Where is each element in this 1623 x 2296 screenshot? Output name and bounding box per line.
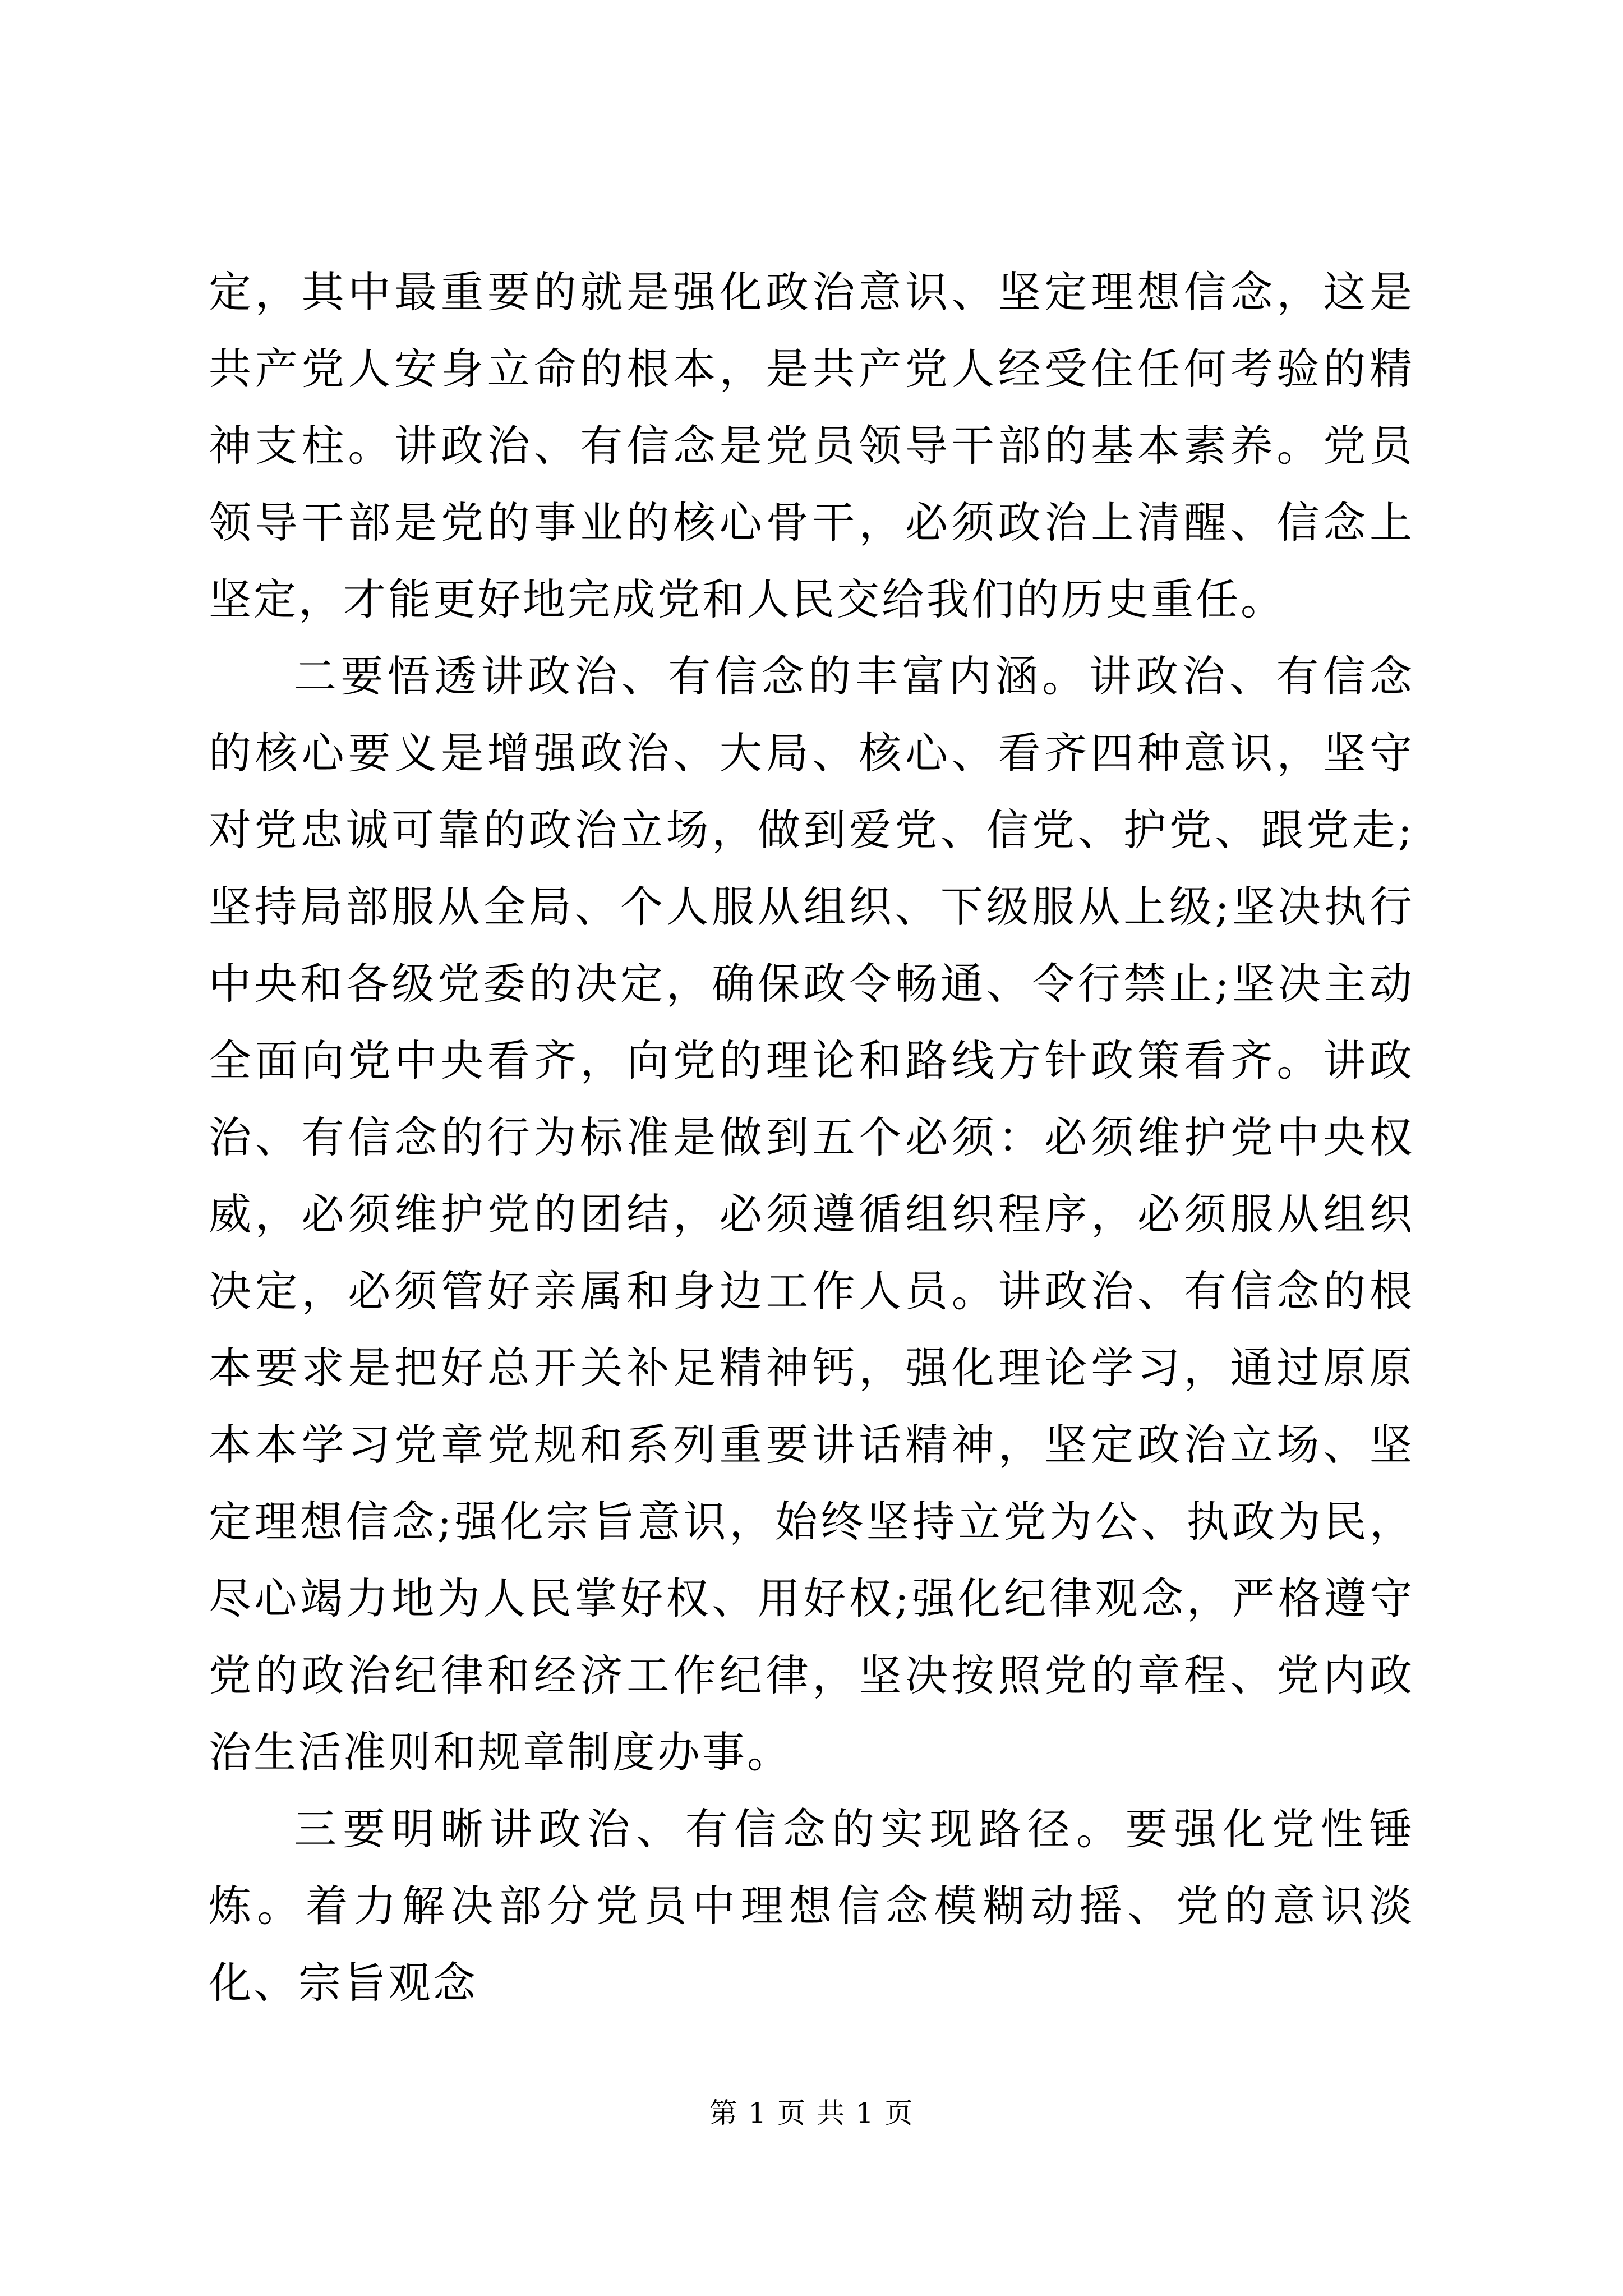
page-footer: 第 1 页 共 1 页 <box>709 2097 914 2129</box>
paragraph-1: 定，其中最重要的就是强化政治意识、坚定理想信念，这是共产党人安身立命的根本，是共产党人经受住任何考验的精神支柱。讲政治、有信念是党员领导干部的基本素养。党员领导干部是党的事业的核心骨干，必须政治上清醒、信念上坚定，才能更好地完成党和人民交给我们的历史重任。 <box>209 267 1414 624</box>
document-body <box>209 254 1414 2021</box>
paragraph-3: 三要明晰讲政治、有信念的实现路径。要强化党性锤炼。着力解决部分党员中理想信念模糊动摇、党的意识淡化、宗旨观念 <box>209 1804 1414 2008</box>
paragraph-2: 二要悟透讲政治、有信念的丰富内涵。讲政治、有信念的核心要义是增强政治、大局、核心、看齐四种意识，坚守对党忠诚可靠的政治立场，做到爱党、信党、护党、跟党走;坚持局部服从全局、个人服从组织、下级服从上级;坚决执行中央和各级党委的决定，确保政令畅通、令行禁止;坚决主动全面向党中央看齐，向党的理论和路线方针政策看齐。讲政治、有信念的行为标准是做到五个必须：必须维护党中央权威，必须维护党的团结，必须遵循组织程序，必须服从组织决定，必须管好亲属和身边工作人员。讲政治、有信念的根本要求是把好总开关补足精神钙，强化理论学习，通过原原本本学习党章党规和系列重要讲话精神，坚定政治立场、坚定理想信念;强化宗旨意识，始终坚持立党为公、执政为民，尽心竭力地为人民掌好权、用好权;强化纪律观念，严格遵守党的政治纪律和经济工作纪律，坚决按照党的章程、党内政治生活准则和规章制度办事。 <box>209 651 1414 1777</box>
